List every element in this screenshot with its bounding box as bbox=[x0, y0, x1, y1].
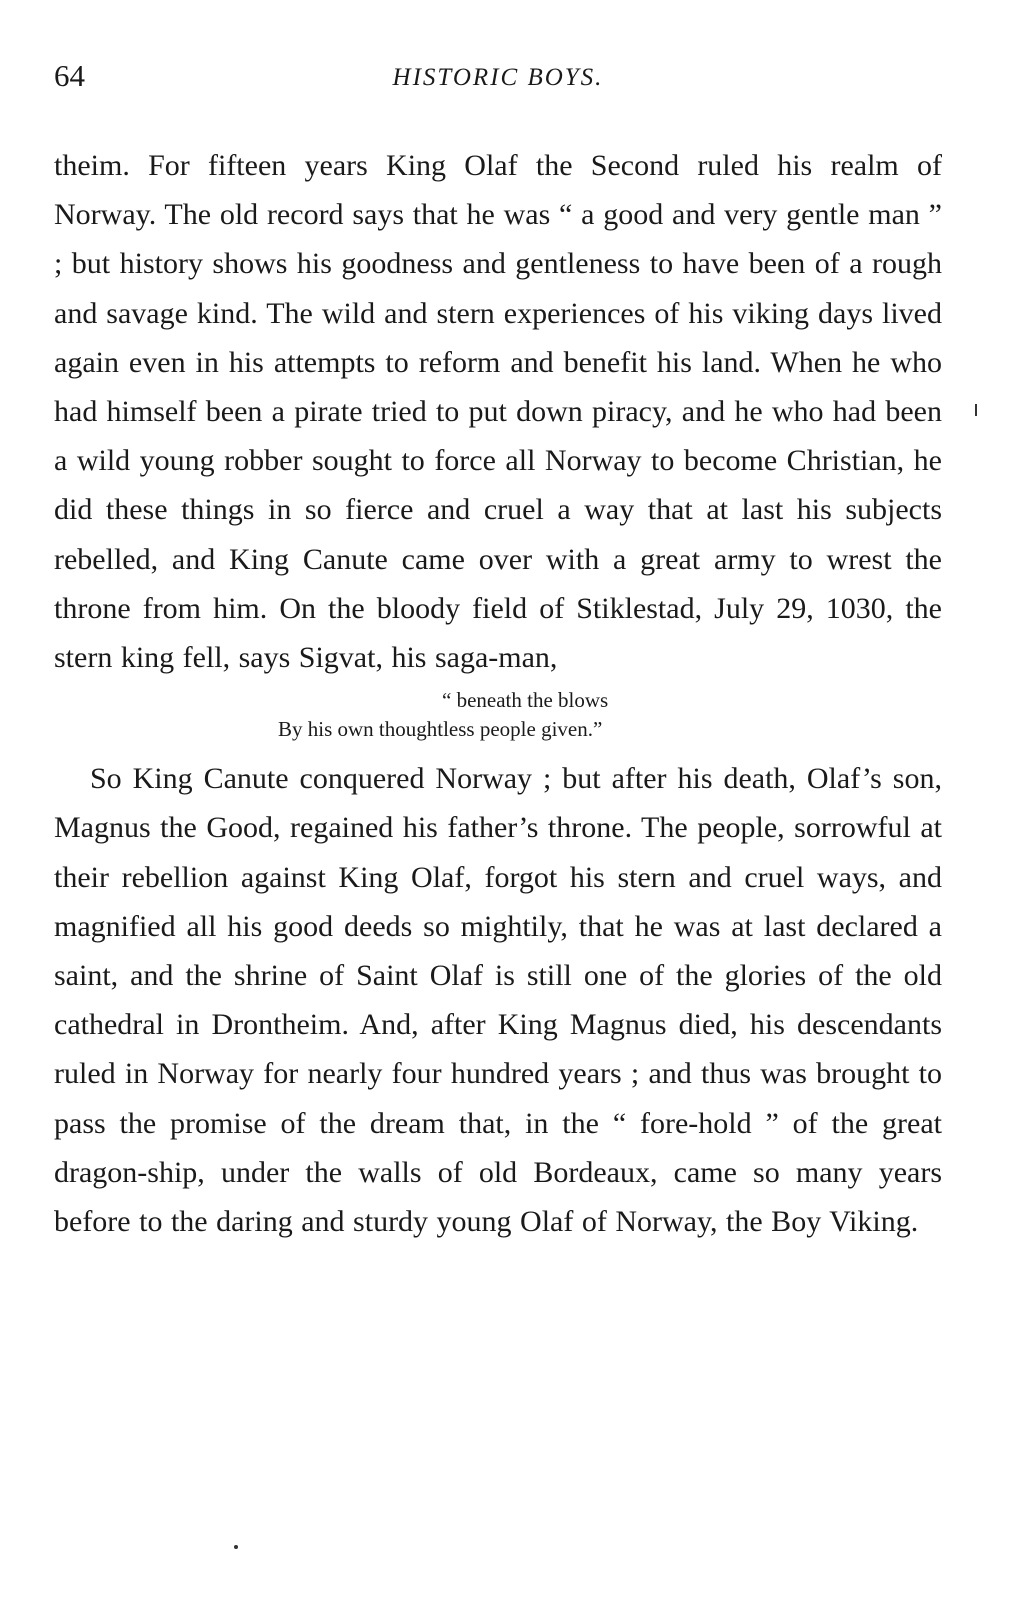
verse-line-1: “ beneath the blows bbox=[442, 688, 609, 713]
verse-line-2: By his own thoughtless people given.” bbox=[278, 717, 603, 742]
margin-tick-mark bbox=[975, 404, 977, 416]
verse-quote bbox=[54, 686, 942, 744]
paragraph-2: So King Canute conquered Norway ; but after his death, Olaf’s son, Magnus the Good, regained his father’s throne. The people, sorrowful at their rebellion against King Olaf, forgot his stern and cruel ways, and magnified all his good deeds so mightily, that he was at last declared a saint, and the shrine of Saint Olaf is still one of the glories of the old cathedral in Drontheim. And, after King Magnus died, his descendants ruled in Norway for nearly four hundred years ; and thus was brought to pass the promise of the dream that, in the “ fore-hold ” of the great dragon-ship, under the walls of old Bordeaux, came so many years before to the daring and sturdy young Olaf of Norway, the Boy Viking. bbox=[54, 762, 942, 1239]
page-number: 64 bbox=[54, 58, 85, 93]
running-head bbox=[54, 56, 942, 106]
running-title: HISTORIC BOYS. bbox=[392, 64, 604, 91]
book-page bbox=[54, 56, 942, 1596]
print-speck bbox=[234, 1545, 238, 1549]
paragraph-1: theim. For fifteen years King Olaf the Second ruled his realm of Norway. The old record says that he was “ a good and very gentle man ” ; but history shows his goodness and gentleness to have been of a rough and savage kind. The wild and stern experiences of his viking days lived again even in his attempts to reform and benefit his land. When he who had himself been a pirate tried to put down piracy, and he who had been a wild young robber sought to force all Norway to become Christian, he did these things in so fierce and cruel a way that at last his subjects rebelled, and King Canute came over with a great army to wrest the throne from him. On the bloody field of Stiklestad, July 29, 1030, the stern king fell, says Sigvat, his saga-man, bbox=[54, 149, 942, 675]
